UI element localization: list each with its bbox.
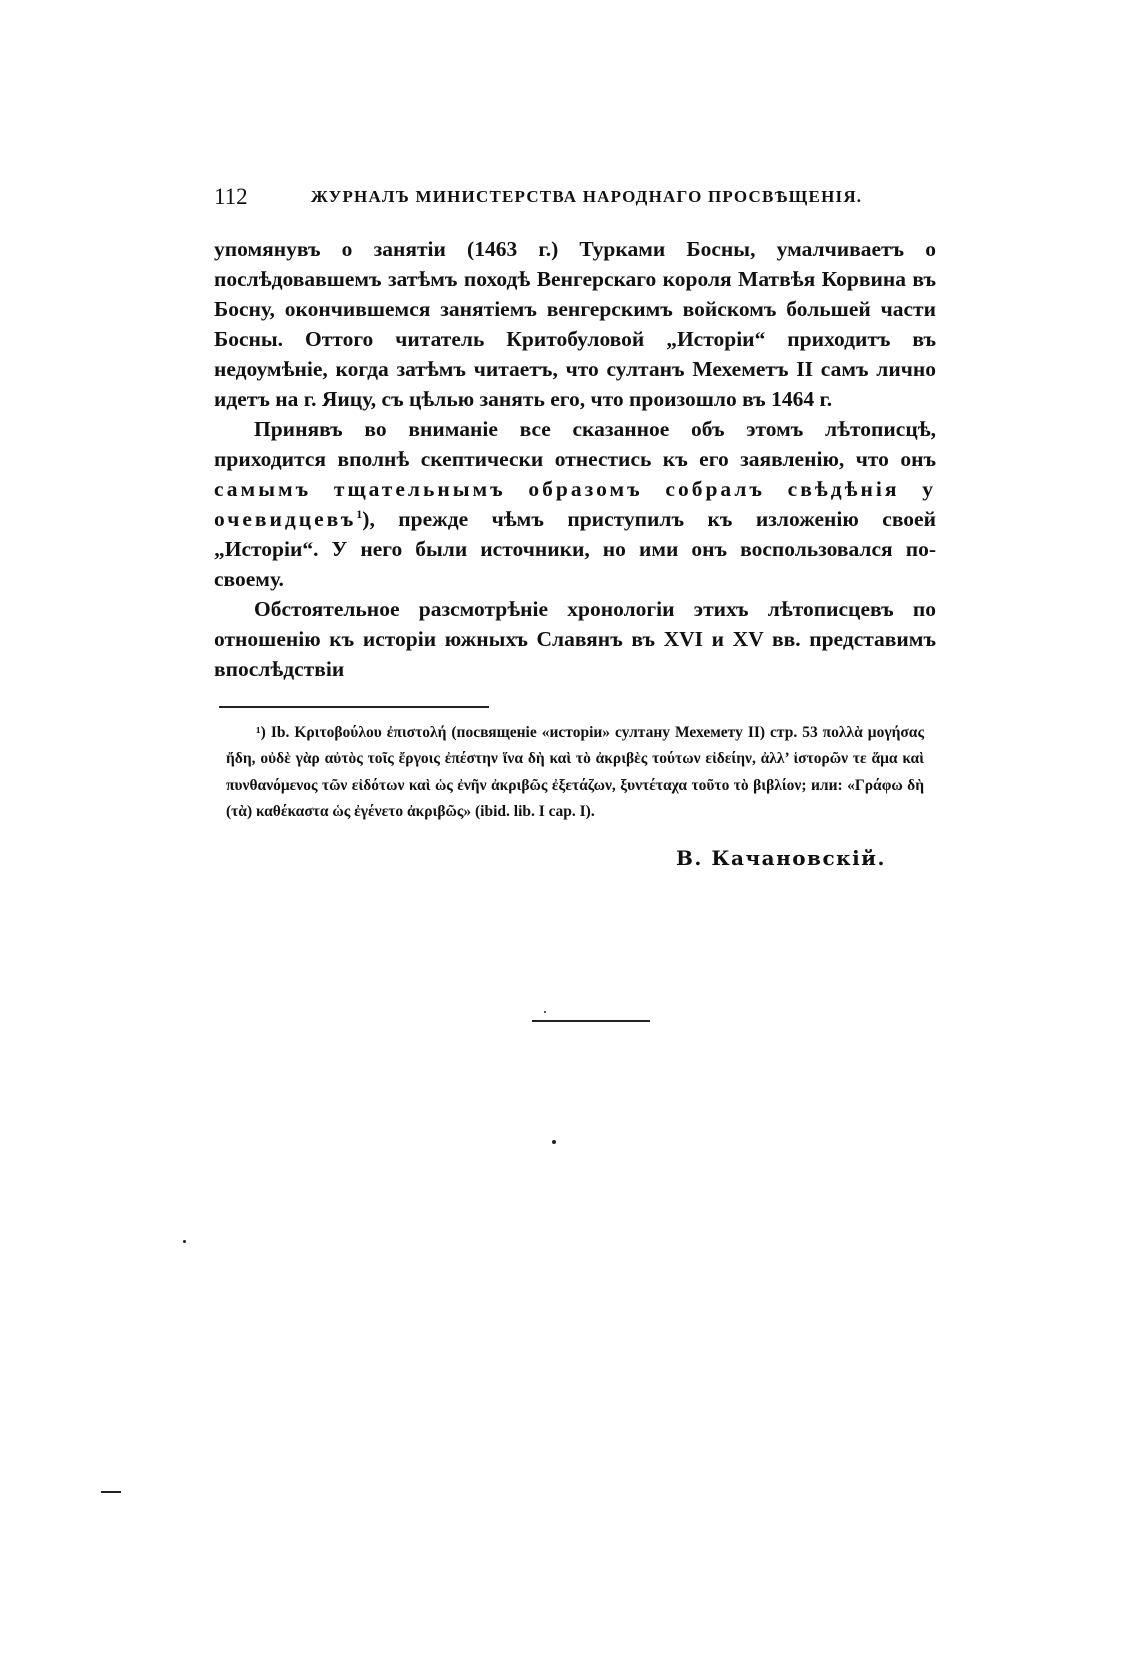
footnote-reference[interactable]: 1 xyxy=(356,506,363,521)
paragraph-2-start: Принявъ во вниманіе все сказанное объ этомъ лѣтописцѣ, приходится вполнѣ скептически отнестись къ его заявленію, что онъ xyxy=(214,417,936,471)
footnote xyxy=(226,720,924,825)
footnote-marker: ¹) xyxy=(256,724,266,741)
paragraph-2-end: ), прежде чѣмъ приступилъ къ изложенію своей „Исторіи“. У него были источники, но ими онъ воспользовался по-своему. xyxy=(214,507,936,591)
scan-dash-mark xyxy=(101,1491,121,1493)
running-head: ЖУРНАЛЪ МИНИСТЕРСТВА НАРОДНАГО ПРОСВѢЩЕНІЯ. xyxy=(311,187,863,206)
scan-speck xyxy=(183,1240,186,1243)
scan-speck xyxy=(544,1011,546,1013)
page-number: 112 xyxy=(214,184,248,209)
paragraph-3: Обстоятельное разсмотрѣніе хронологіи этихъ лѣтописцевъ по отношенію къ исторіи южныхъ Славянъ въ XVI и XV вв. представимъ впослѣдствіи xyxy=(214,597,936,681)
footnote-text: Ib. Κριτοβούλου ἐπιστολή (посвященіе «исторіи» султану Мехемету II) стр. 53 πολλὰ μογήσας ἤδη, οὐδὲ γὰρ αὐτὸς τοῖς ἔργοις ἐπέστην ἵνα δὴ καὶ τὸ ἀκριβὲς τούτων εἰδείην, ἀλλ’ ἱστορῶν τε ἅμα καὶ πυνθανόμενος τῶν εἰδότων καὶ ὡς ἐνῆν ἀκριβῶς ἐξετάζων, ξυντέταχα τοῦτο τὸ βιβλίον; или: «Γράφω δὴ (τὰ) καθέκαστα ὡς ἐγένετο ἀκριβῶς» (ibid. lib. I cap. I). xyxy=(226,724,925,820)
paragraph-1: упомянувъ о занятіи (1463 г.) Турками Босны, умалчиваетъ о послѣдовавшемъ затѣмъ походѣ Венгерскаго короля Матвѣя Корвина въ Босну, окончившемся занятіемъ венгерскимъ войскомъ большей части Босны. Оттого читатель Критобуловой „Исторіи“ приходитъ въ недоумѣніе, когда затѣмъ читаетъ, что султанъ Мехеметъ II самъ лично идетъ на г. Яицу, съ цѣлью занять его, что произошло въ 1464 г. xyxy=(214,237,936,411)
author-signature: В. Качановскій. xyxy=(676,846,886,870)
footnote-separator xyxy=(219,706,489,708)
paragraph-2-spaced-quote: самымъ тщательнымъ образомъ собралъ свѣдѣнія у очевидцевъ xyxy=(214,477,936,531)
page-header xyxy=(214,183,930,211)
scan-speck xyxy=(552,1140,556,1144)
end-rule xyxy=(532,1020,650,1022)
paragraph-2 xyxy=(214,414,936,594)
main-text xyxy=(214,234,936,684)
